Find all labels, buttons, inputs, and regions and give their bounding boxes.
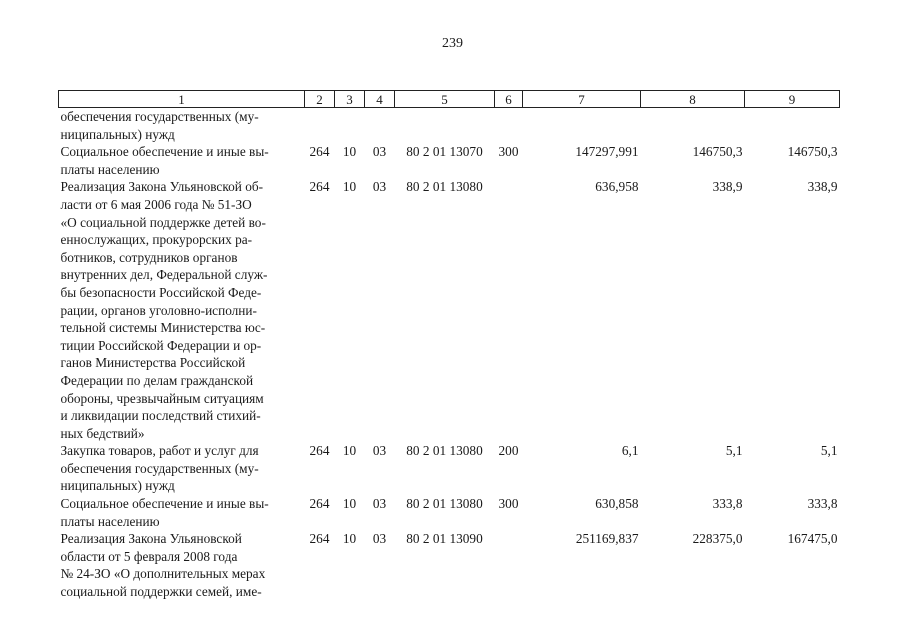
cell-c8: 333,8 <box>712 496 743 512</box>
cell-c6: 300 <box>498 144 519 160</box>
row-name-line: «О социальной поддержке детей во- <box>60 214 266 230</box>
cell-c8 <box>641 108 745 144</box>
cell-c3: 10 <box>342 496 357 512</box>
row-name-line: обороны, чрезвычайным ситуациям <box>60 390 264 406</box>
row-name-line: обеспечения государственных (му- <box>60 109 259 124</box>
table-header <box>59 91 840 108</box>
row-name-cell <box>59 108 305 144</box>
column-header-3: 3 <box>335 91 365 108</box>
row-name-line: Закупка товаров, работ и услуг для <box>60 443 259 459</box>
budget-table <box>58 90 840 601</box>
row-name-line: тельной системы Министерства юс- <box>60 320 266 336</box>
row-name-line: обеспечения государственных (му- <box>60 460 259 476</box>
row-name-cell <box>59 178 305 442</box>
cell-c6: 200 <box>498 443 519 459</box>
column-header-4: 4 <box>365 91 395 108</box>
row-name-line: области от 5 февраля 2008 года <box>60 548 238 564</box>
cell-c9: 338,9 <box>807 179 838 195</box>
cell-c5: 80 2 01 13090 <box>406 531 483 547</box>
column-header-6: 6 <box>495 91 523 108</box>
column-header-2: 2 <box>305 91 335 108</box>
row-name-line: Социальное обеспечение и иные вы- <box>60 144 269 160</box>
cell-c8: 5,1 <box>725 443 743 459</box>
cell-c3: 10 <box>342 531 357 547</box>
cell-c5 <box>395 108 495 144</box>
cell-c9: 167475,0 <box>787 531 838 547</box>
row-name-line: платы населению <box>60 513 160 529</box>
cell-c4 <box>365 108 395 144</box>
table-row <box>59 530 840 600</box>
row-name-line: ниципальных) нужд <box>60 478 175 494</box>
row-name-line: социальной поддержки семей, име- <box>60 584 262 600</box>
cell-c5: 80 2 01 13070 <box>406 144 483 160</box>
header-row <box>59 91 840 108</box>
row-name-line: внутренних дел, Федеральной служ- <box>60 267 268 283</box>
row-name-line: тиции Российской Федерации и ор- <box>60 337 262 353</box>
cell-c8: 146750,3 <box>692 144 743 160</box>
cell-c7: 630,858 <box>595 496 639 512</box>
cell-c4: 03 <box>372 531 387 547</box>
row-name-line: ных бедствий» <box>60 425 145 441</box>
table-row <box>59 108 840 144</box>
cell-c2: 264 <box>309 144 330 160</box>
cell-c8: 338,9 <box>712 179 743 195</box>
row-name-line: и ликвидации последствий стихий- <box>60 408 261 424</box>
row-name-cell <box>59 530 305 600</box>
cell-c7: 636,958 <box>595 179 639 195</box>
cell-c7: 147297,991 <box>575 144 639 160</box>
cell-c9: 5,1 <box>820 443 838 459</box>
table-row <box>59 178 840 442</box>
cell-c6 <box>495 108 523 144</box>
cell-c7: 251169,837 <box>575 531 639 547</box>
cell-c4: 03 <box>372 443 387 459</box>
row-name-cell <box>59 143 305 178</box>
cell-c2: 264 <box>309 496 330 512</box>
cell-c4: 03 <box>372 179 387 195</box>
row-name-line: платы населению <box>60 161 160 177</box>
row-name-line: ласти от 6 мая 2006 года № 51-ЗО <box>60 196 252 212</box>
cell-c8: 228375,0 <box>692 531 743 547</box>
cell-c5: 80 2 01 13080 <box>406 443 483 459</box>
table-row <box>59 143 840 178</box>
cell-c6 <box>495 178 523 442</box>
cell-c2: 264 <box>309 443 330 459</box>
row-name-line: ниципальных) нужд <box>60 126 175 142</box>
table-row <box>59 495 840 530</box>
row-name-line: Федерации по делам гражданской <box>60 372 254 388</box>
row-name-line: ботников, сотрудников органов <box>60 249 238 265</box>
cell-c3: 10 <box>342 144 357 160</box>
row-name-cell <box>59 442 305 495</box>
cell-c4: 03 <box>372 496 387 512</box>
page-number: 239 <box>442 36 463 51</box>
cell-c4: 03 <box>372 144 387 160</box>
row-name-line: ганов Министерства Российской <box>60 355 246 371</box>
cell-c2: 264 <box>309 531 330 547</box>
cell-c6 <box>495 530 523 600</box>
column-header-9: 9 <box>745 91 840 108</box>
row-name-cell <box>59 495 305 530</box>
column-header-7: 7 <box>523 91 641 108</box>
row-name-line: Социальное обеспечение и иные вы- <box>60 496 269 512</box>
table-body <box>59 108 840 601</box>
row-name-line: рации, органов уголовно-исполни- <box>60 302 257 318</box>
row-name-line: № 24-ЗО «О дополнительных мерах <box>60 566 266 582</box>
column-header-8: 8 <box>641 91 745 108</box>
cell-c2 <box>305 108 335 144</box>
row-name-line: Реализация Закона Ульяновской <box>60 531 242 547</box>
cell-c2: 264 <box>309 179 330 195</box>
table-row <box>59 442 840 495</box>
cell-c9: 146750,3 <box>787 144 838 160</box>
cell-c3: 10 <box>342 443 357 459</box>
cell-c6: 300 <box>498 496 519 512</box>
cell-c5: 80 2 01 13080 <box>406 496 483 512</box>
cell-c5: 80 2 01 13080 <box>406 179 483 195</box>
row-name-line: бы безопасности Российской Феде- <box>60 284 262 300</box>
column-header-1: 1 <box>59 91 305 108</box>
cell-c3: 10 <box>342 179 357 195</box>
cell-c7: 6,1 <box>621 443 639 459</box>
cell-c3 <box>335 108 365 144</box>
row-name-line: Реализация Закона Ульяновской об- <box>60 179 264 195</box>
row-name-line: еннослужащих, прокурорских ра- <box>60 232 253 248</box>
cell-c9 <box>745 108 840 144</box>
column-header-5: 5 <box>395 91 495 108</box>
cell-c7 <box>523 108 641 144</box>
cell-c9: 333,8 <box>807 496 838 512</box>
